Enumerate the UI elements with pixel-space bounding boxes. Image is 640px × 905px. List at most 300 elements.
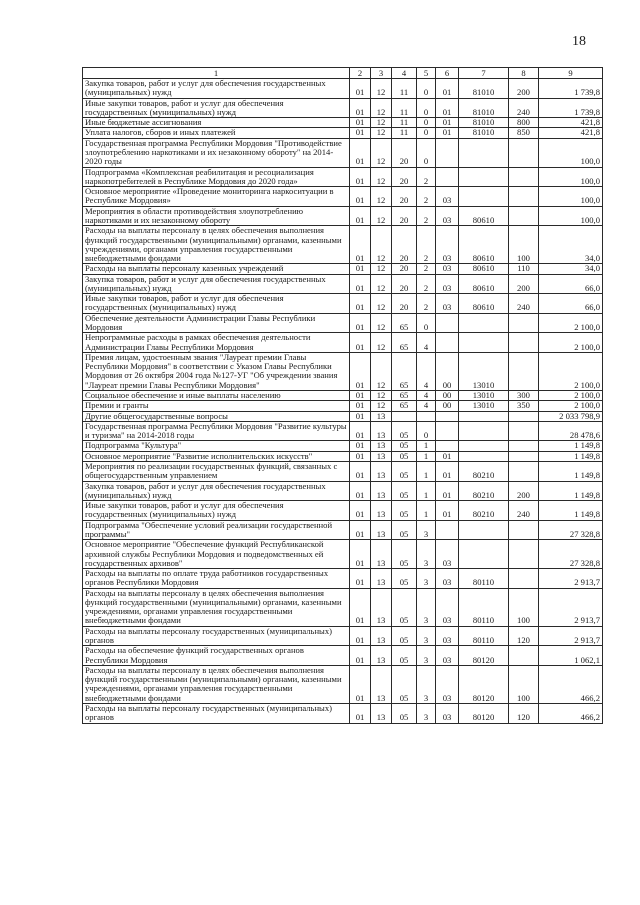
table-row [83, 391, 603, 401]
expense-item-name: Уплата налогов, сборов и иных платежей [83, 128, 350, 138]
expense-type-code: 240 [509, 501, 539, 521]
expense-type-code [509, 167, 539, 187]
subsection-code: 13 [371, 569, 392, 589]
direction-code: 80210 [459, 501, 509, 521]
subprogram-code: 2 [417, 264, 436, 274]
expense-item-name: Основное мероприятие "Развитие исполнительских искусств" [83, 451, 350, 461]
subprogram-code: 0 [417, 138, 436, 167]
table-row [83, 461, 603, 481]
direction-code [459, 520, 509, 540]
subprogram-code: 3 [417, 626, 436, 646]
section-code: 01 [350, 704, 371, 724]
amount-value: 2 913,7 [539, 626, 603, 646]
subprogram-code: 0 [417, 98, 436, 118]
expense-item-name: Расходы на выплаты персоналу государственных (муниципальных) органов [83, 704, 350, 724]
expense-type-code [509, 352, 539, 390]
direction-code [459, 138, 509, 167]
subsection-code: 12 [371, 352, 392, 390]
subsection-code: 13 [371, 461, 392, 481]
direction-code [459, 540, 509, 569]
activity-code: 01 [436, 461, 459, 481]
direction-code: 81010 [459, 79, 509, 99]
expense-item-name: Иные бюджетные ассигнования [83, 118, 350, 128]
section-code: 01 [350, 206, 371, 226]
activity-code [436, 520, 459, 540]
direction-code [459, 167, 509, 187]
expense-type-code [509, 206, 539, 226]
section-code: 01 [350, 333, 371, 353]
expense-item-name: Мероприятия в области противодействия злоупотреблению наркотиками и их незаконному обороту [83, 206, 350, 226]
expense-item-name: Закупка товаров, работ и услуг для обеспечения государственных (муниципальных) нужд [83, 79, 350, 99]
activity-code: 00 [436, 401, 459, 411]
expense-type-code [509, 461, 539, 481]
column-header: 5 [417, 68, 436, 79]
subprogram-code: 3 [417, 569, 436, 589]
direction-code [459, 421, 509, 441]
direction-code [459, 441, 509, 451]
expense-type-code: 240 [509, 98, 539, 118]
activity-code: 03 [436, 540, 459, 569]
expense-type-code [509, 333, 539, 353]
expense-item-name: Расходы на выплаты персоналу в целях обеспечения выполнения функций государственными (муниципальными) органами, казенными учреждениями, органами управления государственными внебюджетными фондами [83, 588, 350, 626]
activity-code [436, 167, 459, 187]
expense-type-code [509, 138, 539, 167]
expense-item-name: Другие общегосударственные вопросы [83, 411, 350, 421]
direction-code [459, 313, 509, 333]
table-row [83, 401, 603, 411]
subprogram-code: 4 [417, 333, 436, 353]
column-header: 7 [459, 68, 509, 79]
direction-code: 81010 [459, 118, 509, 128]
subsection-code: 12 [371, 401, 392, 411]
amount-value: 1 149,8 [539, 481, 603, 501]
subsection-code: 13 [371, 441, 392, 451]
expense-item-name: Подпрограмма «Комплексная реабилитация и ресоциализация наркопотребителей в Республике Мордовия до 2020 года» [83, 167, 350, 187]
subsection-code: 13 [371, 704, 392, 724]
activity-code: 01 [436, 79, 459, 99]
subsection-code: 13 [371, 481, 392, 501]
subprogram-code: 3 [417, 540, 436, 569]
direction-code [459, 187, 509, 207]
subsection-code: 12 [371, 167, 392, 187]
expense-type-code [509, 441, 539, 451]
expense-type-code [509, 421, 539, 441]
amount-value: 1 062,1 [539, 646, 603, 666]
subprogram-code: 4 [417, 352, 436, 390]
expense-type-code [509, 540, 539, 569]
table-row [83, 187, 603, 207]
expense-item-name: Основное мероприятие "Обеспечение функций Республиканской архивной службы Республики Мордовия и подведомственных ей государственных архивов" [83, 540, 350, 569]
amount-value: 100,0 [539, 187, 603, 207]
program-code: 05 [392, 665, 417, 703]
table-row [83, 264, 603, 274]
expense-type-code [509, 520, 539, 540]
subprogram-code: 3 [417, 520, 436, 540]
section-code: 01 [350, 401, 371, 411]
activity-code: 03 [436, 704, 459, 724]
program-code: 05 [392, 588, 417, 626]
activity-code: 01 [436, 118, 459, 128]
amount-value: 66,0 [539, 274, 603, 294]
table-row [83, 294, 603, 314]
amount-value: 2 100,0 [539, 313, 603, 333]
amount-value: 1 149,8 [539, 461, 603, 481]
subprogram-code: 3 [417, 588, 436, 626]
budget-table [82, 67, 603, 724]
subprogram-code: 0 [417, 79, 436, 99]
table-row [83, 421, 603, 441]
table-row [83, 167, 603, 187]
direction-code [459, 411, 509, 421]
expense-item-name: Закупка товаров, работ и услуг для обеспечения государственных (муниципальных) нужд [83, 274, 350, 294]
direction-code: 80210 [459, 461, 509, 481]
table-row [83, 451, 603, 461]
section-code: 01 [350, 98, 371, 118]
table-row [83, 520, 603, 540]
table-row [83, 626, 603, 646]
section-code: 01 [350, 451, 371, 461]
expense-type-code: 100 [509, 665, 539, 703]
program-code: 05 [392, 451, 417, 461]
table-row [83, 128, 603, 138]
activity-code: 03 [436, 569, 459, 589]
table-body [83, 79, 603, 724]
table-row [83, 646, 603, 666]
subprogram-code: 1 [417, 461, 436, 481]
expense-type-code: 120 [509, 704, 539, 724]
expense-type-code [509, 187, 539, 207]
activity-code: 03 [436, 274, 459, 294]
expense-type-code [509, 569, 539, 589]
expense-item-name: Подпрограмма "Обеспечение условий реализации государственной программы" [83, 520, 350, 540]
section-code: 01 [350, 540, 371, 569]
subprogram-code: 0 [417, 421, 436, 441]
table-row [83, 588, 603, 626]
subprogram-code: 2 [417, 206, 436, 226]
column-header: 1 [83, 68, 350, 79]
page-number: 18 [572, 34, 586, 49]
subsection-code: 12 [371, 187, 392, 207]
table-row [83, 501, 603, 521]
program-code: 20 [392, 138, 417, 167]
program-code: 05 [392, 461, 417, 481]
activity-code: 03 [436, 187, 459, 207]
program-code: 65 [392, 401, 417, 411]
activity-code: 01 [436, 98, 459, 118]
program-code: 20 [392, 264, 417, 274]
activity-code [436, 138, 459, 167]
subsection-code: 13 [371, 411, 392, 421]
table-row [83, 569, 603, 589]
table-row [83, 226, 603, 264]
amount-value: 100,0 [539, 206, 603, 226]
expense-item-name: Премия лицам, удостоенным звания "Лауреат премии Главы Республики Мордовия" в соответствии с Указом Главы Республики Мордовия от 26 октября 2004 года №127-УГ "Об учреждении звания "Лауреат премии Главы Республики Мордовия" [83, 352, 350, 390]
subsection-code: 13 [371, 520, 392, 540]
subsection-code: 12 [371, 128, 392, 138]
expense-item-name: Закупка товаров, работ и услуг для обеспечения государственных (муниципальных) нужд [83, 481, 350, 501]
subprogram-code: 2 [417, 294, 436, 314]
expense-item-name: Иные закупки товаров, работ и услуг для обеспечения государственных (муниципальных) нужд [83, 98, 350, 118]
expense-item-name: Расходы на обеспечение функций государственных органов Республики Мордовия [83, 646, 350, 666]
expense-type-code: 200 [509, 274, 539, 294]
column-header: 9 [539, 68, 603, 79]
activity-code: 01 [436, 451, 459, 461]
amount-value: 421,8 [539, 118, 603, 128]
section-code: 01 [350, 294, 371, 314]
activity-code: 00 [436, 352, 459, 390]
subsection-code: 12 [371, 138, 392, 167]
activity-code: 00 [436, 391, 459, 401]
column-header: 3 [371, 68, 392, 79]
expense-type-code: 200 [509, 481, 539, 501]
table-row [83, 274, 603, 294]
program-code: 05 [392, 421, 417, 441]
column-header: 8 [509, 68, 539, 79]
activity-code: 01 [436, 128, 459, 138]
amount-value: 100,0 [539, 138, 603, 167]
section-code: 01 [350, 118, 371, 128]
program-code: 05 [392, 501, 417, 521]
amount-value: 2 100,0 [539, 352, 603, 390]
expense-item-name: Расходы на выплаты персоналу в целях обеспечения выполнения функций государственными (муниципальными) органами, казенными учреждениями, органами управления государственными внебюджетными фондами [83, 665, 350, 703]
section-code: 01 [350, 569, 371, 589]
subprogram-code: 3 [417, 704, 436, 724]
section-code: 01 [350, 588, 371, 626]
expense-item-name: Основное мероприятие «Проведение мониторинга наркоситуации в Республике Мордовия» [83, 187, 350, 207]
amount-value: 34,0 [539, 226, 603, 264]
direction-code [459, 333, 509, 353]
activity-code [436, 421, 459, 441]
program-code: 20 [392, 274, 417, 294]
amount-value: 34,0 [539, 264, 603, 274]
program-code: 05 [392, 569, 417, 589]
section-code: 01 [350, 313, 371, 333]
subsection-code: 12 [371, 391, 392, 401]
expense-item-name: Государственная программа Республики Мордовия "Противодействие злоупотреблению наркотиками и их незаконному обороту" на 2014-2020 годы [83, 138, 350, 167]
program-code: 65 [392, 333, 417, 353]
program-code: 05 [392, 646, 417, 666]
section-code: 01 [350, 128, 371, 138]
subprogram-code: 1 [417, 451, 436, 461]
program-code: 20 [392, 206, 417, 226]
subprogram-code: 4 [417, 391, 436, 401]
table-row [83, 313, 603, 333]
table-row [83, 206, 603, 226]
activity-code: 01 [436, 481, 459, 501]
expense-type-code: 110 [509, 264, 539, 274]
program-code: 20 [392, 187, 417, 207]
table-row [83, 665, 603, 703]
subsection-code: 12 [371, 118, 392, 128]
program-code: 05 [392, 704, 417, 724]
column-header: 6 [436, 68, 459, 79]
program-code: 11 [392, 118, 417, 128]
activity-code: 01 [436, 501, 459, 521]
subsection-code: 13 [371, 501, 392, 521]
amount-value: 66,0 [539, 294, 603, 314]
expense-type-code: 100 [509, 588, 539, 626]
direction-code: 80110 [459, 588, 509, 626]
table-row [83, 704, 603, 724]
section-code: 01 [350, 352, 371, 390]
amount-value: 2 100,0 [539, 391, 603, 401]
subprogram-code: 4 [417, 401, 436, 411]
subprogram-code: 0 [417, 118, 436, 128]
activity-code: 03 [436, 226, 459, 264]
expense-item-name: Расходы на выплаты по оплате труда работников государственных органов Республики Мордовия [83, 569, 350, 589]
activity-code: 03 [436, 665, 459, 703]
program-code: 65 [392, 391, 417, 401]
expense-type-code: 800 [509, 118, 539, 128]
section-code: 01 [350, 274, 371, 294]
section-code: 01 [350, 79, 371, 99]
amount-value: 1 739,8 [539, 98, 603, 118]
direction-code: 80110 [459, 569, 509, 589]
table-row [83, 481, 603, 501]
expense-type-code: 200 [509, 79, 539, 99]
expense-type-code: 120 [509, 626, 539, 646]
expense-type-code: 240 [509, 294, 539, 314]
section-code: 01 [350, 626, 371, 646]
activity-code: 03 [436, 646, 459, 666]
section-code: 01 [350, 391, 371, 401]
direction-code: 13010 [459, 401, 509, 411]
expense-type-code: 850 [509, 128, 539, 138]
expense-item-name: Мероприятия по реализации государственных функций, связанных с общегосударственным управлением [83, 461, 350, 481]
direction-code: 81010 [459, 128, 509, 138]
subsection-code: 12 [371, 274, 392, 294]
subsection-code: 12 [371, 313, 392, 333]
direction-code [459, 451, 509, 461]
direction-code: 80110 [459, 626, 509, 646]
subprogram-code: 2 [417, 167, 436, 187]
section-code: 01 [350, 421, 371, 441]
subsection-code: 13 [371, 588, 392, 626]
program-code: 05 [392, 540, 417, 569]
direction-code: 80210 [459, 481, 509, 501]
section-code: 01 [350, 646, 371, 666]
direction-code: 80120 [459, 646, 509, 666]
amount-value: 1 149,8 [539, 451, 603, 461]
amount-value: 2 913,7 [539, 588, 603, 626]
table-row [83, 138, 603, 167]
section-code: 01 [350, 167, 371, 187]
program-code: 11 [392, 98, 417, 118]
program-code: 65 [392, 352, 417, 390]
subsection-code: 13 [371, 665, 392, 703]
table-row [83, 98, 603, 118]
subprogram-code: 1 [417, 441, 436, 451]
direction-code: 81010 [459, 98, 509, 118]
table-row [83, 333, 603, 353]
section-code: 01 [350, 187, 371, 207]
table-row [83, 540, 603, 569]
table-header-row [83, 68, 603, 79]
subprogram-code: 3 [417, 646, 436, 666]
column-header: 2 [350, 68, 371, 79]
amount-value: 1 149,8 [539, 441, 603, 451]
section-code: 01 [350, 481, 371, 501]
direction-code: 80610 [459, 274, 509, 294]
expense-item-name: Социальное обеспечение и иные выплаты населению [83, 391, 350, 401]
program-code: 05 [392, 481, 417, 501]
expense-type-code [509, 313, 539, 333]
activity-code [436, 333, 459, 353]
program-code: 20 [392, 294, 417, 314]
activity-code: 03 [436, 626, 459, 646]
section-code: 01 [350, 501, 371, 521]
column-header: 4 [392, 68, 417, 79]
activity-code: 03 [436, 294, 459, 314]
expense-item-name: Расходы на выплаты персоналу в целях обеспечения выполнения функций государственными (муниципальными) органами, казенными учреждениями, органами управления государственными внебюджетными фондами [83, 226, 350, 264]
activity-code [436, 411, 459, 421]
program-code: 05 [392, 441, 417, 451]
subprogram-code: 3 [417, 665, 436, 703]
amount-value: 27 328,8 [539, 520, 603, 540]
amount-value: 421,8 [539, 128, 603, 138]
program-code [392, 411, 417, 421]
program-code: 11 [392, 128, 417, 138]
subprogram-code: 1 [417, 481, 436, 501]
direction-code: 13010 [459, 391, 509, 401]
subsection-code: 13 [371, 626, 392, 646]
section-code: 01 [350, 411, 371, 421]
expense-type-code [509, 411, 539, 421]
expense-type-code: 300 [509, 391, 539, 401]
subprogram-code: 2 [417, 274, 436, 294]
direction-code: 13010 [459, 352, 509, 390]
section-code: 01 [350, 461, 371, 481]
expense-item-name: Иные закупки товаров, работ и услуг для обеспечения государственных (муниципальных) нужд [83, 294, 350, 314]
amount-value: 2 100,0 [539, 333, 603, 353]
expense-item-name: Государственная программа Республики Мордовия "Развитие культуры и туризма" на 2014-2018 годы [83, 421, 350, 441]
amount-value: 1 149,8 [539, 501, 603, 521]
amount-value: 2 100,0 [539, 401, 603, 411]
activity-code [436, 313, 459, 333]
program-code: 11 [392, 79, 417, 99]
subsection-code: 12 [371, 264, 392, 274]
direction-code: 80610 [459, 264, 509, 274]
amount-value: 466,2 [539, 704, 603, 724]
subprogram-code [417, 411, 436, 421]
amount-value: 27 328,8 [539, 540, 603, 569]
amount-value: 28 478,6 [539, 421, 603, 441]
expense-type-code [509, 451, 539, 461]
expense-item-name: Иные закупки товаров, работ и услуг для обеспечения государственных (муниципальных) нужд [83, 501, 350, 521]
subsection-code: 13 [371, 540, 392, 569]
amount-value: 1 739,8 [539, 79, 603, 99]
subsection-code: 12 [371, 206, 392, 226]
direction-code: 80120 [459, 704, 509, 724]
direction-code: 80610 [459, 226, 509, 264]
program-code: 05 [392, 520, 417, 540]
expense-item-name: Премии и гранты [83, 401, 350, 411]
table-row [83, 411, 603, 421]
section-code: 01 [350, 264, 371, 274]
table-row [83, 79, 603, 99]
program-code: 65 [392, 313, 417, 333]
section-code: 01 [350, 138, 371, 167]
program-code: 20 [392, 226, 417, 264]
expense-type-code: 100 [509, 226, 539, 264]
subprogram-code: 2 [417, 226, 436, 264]
direction-code: 80610 [459, 206, 509, 226]
expense-item-name: Расходы на выплаты персоналу государственных (муниципальных) органов [83, 626, 350, 646]
expense-type-code: 350 [509, 401, 539, 411]
table-row [83, 352, 603, 390]
subprogram-code: 2 [417, 187, 436, 207]
subsection-code: 12 [371, 226, 392, 264]
